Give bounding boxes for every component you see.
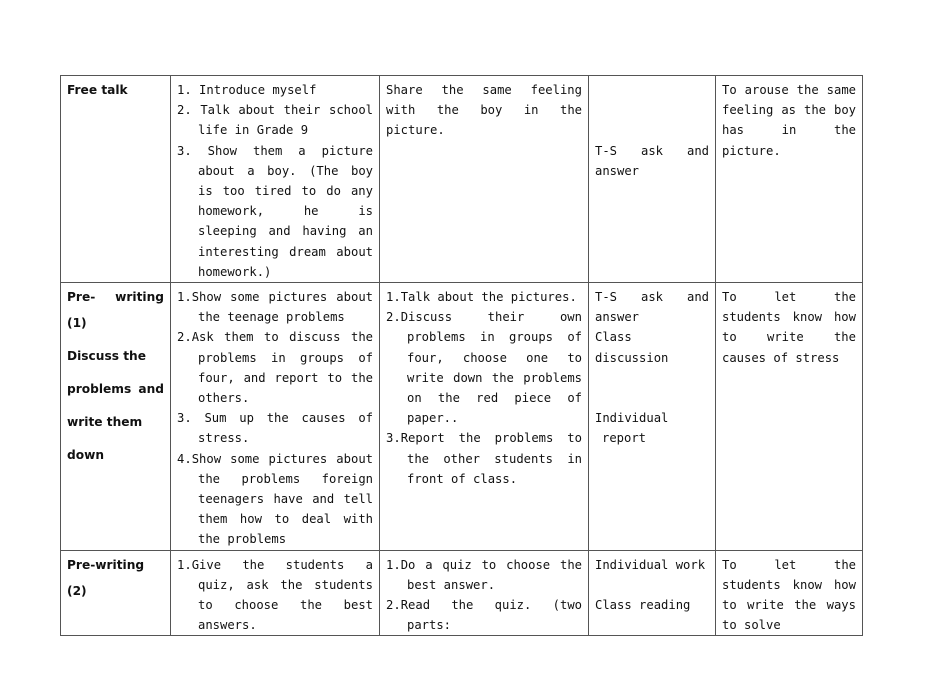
method-cell [589,76,716,283]
teacher-activity-cell [171,283,380,551]
list-item: 1.Show some pictures about the teenage problems [177,290,373,325]
stage-cell [61,550,171,636]
student-activity-text: Share the same feeling with the boy in the picture. [386,83,582,138]
stage-title: Free talk [67,83,128,97]
student-activity-cell [380,283,589,551]
teacher-activity-list [177,80,373,282]
table-row [61,550,863,636]
stage-cell [61,76,171,283]
student-activity-list [386,287,582,489]
stage-desc-line: down [67,448,105,463]
stage-subtitle: (2) [67,583,87,598]
student-activity-cell [380,550,589,636]
teacher-activity-cell [171,550,380,636]
teacher-activity-cell [171,76,380,283]
stage-desc-line: Discuss the [67,349,146,364]
list-item: 1.Give the students a quiz, ask the students to choose the best answers. [177,557,373,633]
method-text: T-S ask and answer [595,143,709,178]
list-item: 4.Show some pictures about the problems foreign teenagers have and tell them how to deal with the problems [177,451,373,547]
list-item: 2.Ask them to discuss the problems in groups of four, and report to the others. [177,330,373,406]
stage-cell [61,283,171,551]
teacher-activity-list [177,555,373,636]
list-item: 3. Show them a picture about a boy. (The boy is too tired to do any homework, he is sleeping and having an interesting dream about homework.) [177,143,373,279]
method-text: Class reading [595,598,691,613]
purpose-text: To let the students know how to write the causes of stress [722,290,856,365]
list-item: 1.Do a quiz to choose the best answer. [386,557,582,592]
list-item: 3. Sum up the causes of stress. [177,411,374,446]
stage-title: Pre- writing [67,290,164,305]
method-cell [589,283,716,551]
stage-desc-line: write them [67,415,143,430]
list-item: 3.Report the problems to the other students in front of class. [386,431,582,486]
table-row [61,283,863,551]
method-text: Individual work [595,557,706,572]
method-text: Individual report [595,411,669,446]
stage-title: Pre-writing [67,557,145,572]
list-item: 1.Talk about the pictures. [386,290,577,305]
method-text: T-S ask and answer [595,290,709,325]
method-text: Class discussion [595,330,669,365]
purpose-text: To let the students know how to write the ways to solve [722,557,856,633]
teacher-activity-list [177,287,373,550]
list-item: 1. Introduce myself [177,83,317,97]
method-cell [589,550,716,636]
purpose-cell [716,283,863,551]
student-activity-cell [380,76,589,283]
purpose-cell [716,76,863,283]
list-item: 2. Talk about their school life in Grade 9 [177,103,374,138]
student-activity-list [386,555,582,636]
list-item: 2.Read the quiz. (two parts: [386,598,582,633]
stage-desc-line: problems and [67,382,164,397]
purpose-text: To arouse the same feeling as the boy has in the picture. [722,83,856,158]
table-row [61,76,863,283]
purpose-cell [716,550,863,636]
list-item: 2.Discuss their own problems in groups of four, choose one to write down the problems on the red piece of paper.. [386,310,582,426]
lesson-plan-table [60,75,863,636]
stage-subtitle: (1) [67,316,87,331]
